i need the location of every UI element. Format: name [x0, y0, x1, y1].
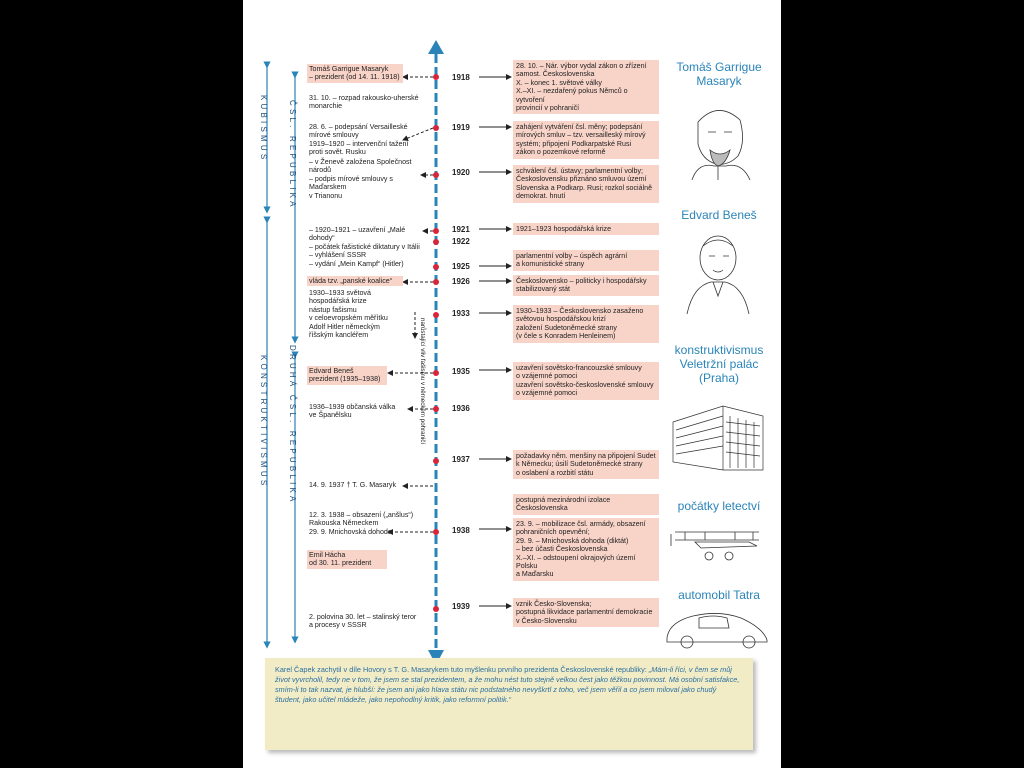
year-1919: 1919 — [452, 123, 470, 132]
event-stalinsky-teror: 2. polovina 30. let – stalinský teror a procesy v SSSR — [309, 613, 417, 630]
label-druha-republika: DRUHÁ ČSL. REPUBLIKA — [288, 345, 297, 505]
year-1935: 1935 — [452, 367, 470, 376]
year-1936: 1936 — [452, 404, 470, 413]
label-csl-republika: ČSL. REPUBLIKA — [288, 100, 297, 210]
event-versailles: 28. 6. – podepsání Versailleské mírové smlouvy 1919–1920 – intervenční tažení proti sovět. Rusku — [309, 123, 409, 157]
year-1938: 1938 — [452, 526, 470, 535]
event-mala-dohoda: – 1920–1921 – uzavření „Malé dohody“ – počátek fašistické diktatury v Itálii – vyhlášení SSSR – vydání „Mein Kampf“ (Hitler) — [309, 226, 420, 268]
title-tatra: automobil Tatra — [678, 588, 760, 602]
year-1939: 1939 — [452, 602, 470, 611]
event-1920: schválení čsl. ústavy; parlamentní volby; Československu přiznáno smluvou území Slovenska a Podkarp. Rusi; rozkol sociálně demokrat. hnutí — [513, 165, 659, 203]
event-spanelsko: 1936–1939 občanská válka ve Španělsku — [309, 403, 396, 420]
title-masaryk: Tomáš Garrigue Masaryk — [676, 60, 762, 88]
event-anschluss: 12. 3. 1938 – obsazení („anšlus“) Rakouska Německem 29. 9. Mnichovská dohoda — [309, 511, 414, 536]
event-panske-koalice: vláda tzv. „panské koalice“ — [307, 276, 403, 286]
event-1935: uzavření sovětsko-francouzské smlouvy o vzájemné pomoci uzavření sovětsko-československé smlouvy o vzájemné pomoci — [513, 362, 659, 400]
narrowing-note: narůstající vliv fašismu v německém pohraničí — [419, 318, 426, 445]
event-1918: 28. 10. – Nár. výbor vydal zákon o zřízení samost. Československa X. – konec 1. světové války X.–XI. – nezdařený pokus Němců o vytvoření provincií v pohraničí — [513, 60, 659, 114]
year-1918: 1918 — [452, 73, 470, 82]
event-umrti-masaryka: 14. 9. 1937 † T. G. Masaryk — [309, 481, 397, 489]
event-hacha: Emil Hácha od 30. 11. prezident — [307, 550, 387, 569]
event-svetova-krize: 1930–1933 světová hospodářská krize nástup fašismu v celoevropském měřítku Adolf Hitler německým říšským kancléřem — [309, 289, 388, 340]
tatra-car-drawing — [663, 604, 771, 650]
event-1919: zahájení vytváření čsl. měny; podepsání mírových smluv – tzv. versailleský mírový systém; připojení Podkarpatské Rusi zákon o pozemkové reformě — [513, 121, 659, 159]
event-izolace: postupná mezinárodní izolace Československa — [513, 494, 659, 515]
event-1937: požadavky něm. menšiny na připojení Sudet k Německu; úsilí Sudetoněmecké strany o oslabení a rozbití státu — [513, 450, 659, 479]
event-1925: parlamentní volby – úspěch agrární a komunistické strany — [513, 250, 659, 271]
year-1933: 1933 — [452, 309, 470, 318]
event-rozpad-monarchie: 31. 10. – rozpad rakousko-uherské monarchie — [309, 94, 419, 111]
year-1921: 1921 — [452, 225, 470, 234]
title-letectvi: počátky letectví — [677, 499, 761, 513]
label-konstruktivismus: KONSTRUKTIVISMUS — [259, 355, 268, 489]
airplane-drawing — [665, 520, 769, 562]
label-kubismus: KUBISMUS — [259, 95, 268, 163]
event-zeneva: – v Ženevě založena Společnost národů – podpis mírové smlouvy s Maďarskem v Trianonu — [309, 158, 412, 200]
year-1920: 1920 — [452, 168, 470, 177]
title-konstruktivismus: konstruktivismus Veletržní palác (Praha) — [674, 343, 764, 385]
quote-text: „Mám-li říci, v čem se můj život vyvrcholil, tedy ne v tom, že jsem se stal prezidentem, a že mohu nést tuto stejně velkou čest jako těžkou povinnost. Má osobní satisfakce, smím-li to tak nazvat, je hlubší: že jsem ani jako hlava státu nic podstatného nevyškrtl z toho, več jsem věřil a co jsem miloval jako chudý študent, jako učitel mládeže, jako nepohodlný kritik, jako reformní politik.“ — [275, 665, 740, 704]
event-1939: vznik Česko-Slovenska; postupná likvidace parlamentní demokracie v Česko-Slovensku — [513, 598, 659, 627]
event-benes-prezident: Edvard Beneš prezident (1935–1938) — [307, 366, 387, 385]
event-1921: 1921–1923 hospodářská krize — [513, 223, 659, 235]
masaryk-portrait — [668, 92, 768, 180]
veletrzni-palac-drawing — [668, 392, 768, 474]
event-masaryk-prezident: Tomáš Garrigue Masaryk – prezident (od 14. 11. 1918) — [307, 64, 403, 83]
benes-portrait — [673, 224, 763, 314]
title-benes: Edvard Beneš — [681, 208, 757, 222]
year-1925: 1925 — [452, 262, 470, 271]
year-1926: 1926 — [452, 277, 470, 286]
event-1938: 23. 9. – mobilizace čsl. armády, obsazení pohraničních opevnění; 29. 9. – Mnichovská dohoda (diktát) – bez účasti Československa X.–XI. – odstoupení okrajových území Polsku a Maďarsku — [513, 518, 659, 581]
document-page — [243, 0, 781, 768]
year-1937: 1937 — [452, 455, 470, 464]
year-1922: 1922 — [452, 237, 470, 246]
capek-quote-box — [265, 658, 753, 750]
event-1926: Československo – politicky i hospodářsky stabilizovaný stát — [513, 275, 659, 296]
event-1933: 1930–1933 – Československo zasaženo světovou hospodářskou krizí založení Sudetoněmecké strany (v čele s Konradem Henleinem) — [513, 305, 659, 343]
quote-intro: Karel Čapek zachytil v díle Hovory s T. G. Masarykem tuto myšlenku prvního prezidenta Československé republiky: — [275, 665, 649, 674]
